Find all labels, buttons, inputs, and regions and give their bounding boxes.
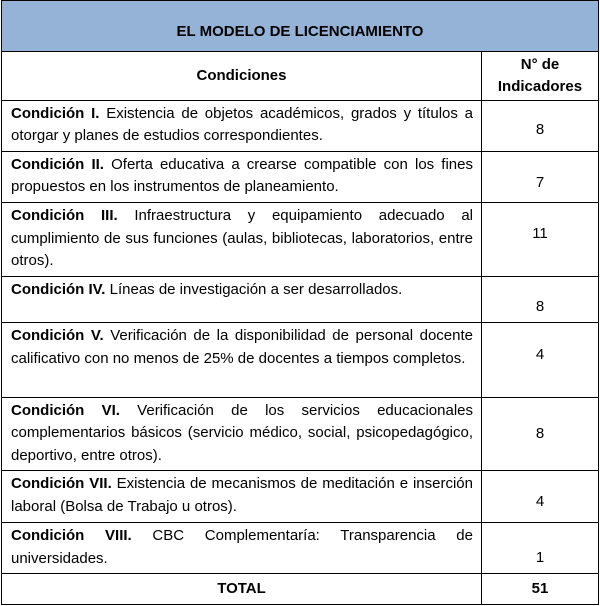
indicator-count: 8 [482, 100, 599, 151]
table-row [2, 100, 599, 151]
header-row [2, 52, 599, 100]
indicator-count: 8 [482, 397, 599, 470]
indicators-header-line2: Indicadores [497, 77, 583, 95]
indicator-count: 4 [482, 471, 599, 523]
indicators-header [482, 52, 599, 100]
indicator-count: 8 [482, 276, 599, 322]
condition-label: Condición II. [11, 155, 104, 173]
condition-text: Verificación de la disponibilidad de personal docente calificativo con no menos de 25% de docentes a tiempos completos. [11, 327, 473, 367]
table-row [2, 203, 599, 276]
condition-text: Verificación de los servicios educacionales complementarios básicos (servicio médico, social, psicopedagógico, deportivo, entre otros). [11, 401, 473, 464]
condition-label: Condición I. [11, 104, 100, 122]
conditions-header: Condiciones [2, 52, 482, 100]
condition-text: Infraestructura y equipamiento adecuado al cumplimiento de sus funciones (aulas, bibliotecas, laboratorios, entre otros). [11, 207, 473, 270]
indicators-header-line1: N° de [520, 55, 560, 73]
title-row [2, 1, 599, 52]
condition-label: Condición VI. [11, 401, 120, 419]
condition-label: Condición III. [11, 207, 118, 225]
licensing-model-table [1, 0, 599, 605]
condition-cell [2, 397, 482, 470]
condition-label: Condición IV. [11, 280, 106, 298]
condition-cell [2, 276, 482, 322]
condition-text: Oferta educativa a crearse compatible con los fines propuestos en los instrumentos de planeamiento. [11, 155, 473, 196]
condition-cell [2, 100, 482, 151]
table-row [2, 471, 599, 523]
condition-cell [2, 151, 482, 202]
condition-text: Líneas de investigación a ser desarrollados. [105, 280, 403, 298]
condition-label: Condición VII. [11, 475, 112, 493]
total-label: TOTAL [2, 573, 482, 604]
table-row [2, 151, 599, 202]
indicator-count: 11 [482, 203, 599, 276]
indicator-count: 7 [482, 151, 599, 202]
condition-cell [2, 323, 482, 397]
table-row [2, 397, 599, 470]
condition-cell [2, 203, 482, 276]
indicator-count: 4 [482, 323, 599, 397]
condition-cell [2, 523, 482, 573]
table-title: EL MODELO DE LICENCIAMIENTO [2, 1, 599, 52]
condition-cell [2, 471, 482, 523]
table-row [2, 323, 599, 397]
condition-text: Existencia de objetos académicos, grados y títulos a otorgar y planes de estudios correspondientes. [11, 104, 473, 145]
total-value: 51 [482, 573, 599, 604]
table-row [2, 276, 599, 322]
condition-text: CBC Complementaría: Transparencia de universidades. [11, 527, 473, 567]
condition-label: Condición V. [11, 327, 104, 345]
total-row [2, 573, 599, 604]
indicator-count: 1 [482, 523, 599, 573]
condition-label: Condición VIII. [11, 527, 132, 545]
table-row [2, 523, 599, 573]
condition-text: Existencia de mecanismos de meditación e inserción laboral (Bolsa de Trabajo u otros). [11, 475, 473, 515]
